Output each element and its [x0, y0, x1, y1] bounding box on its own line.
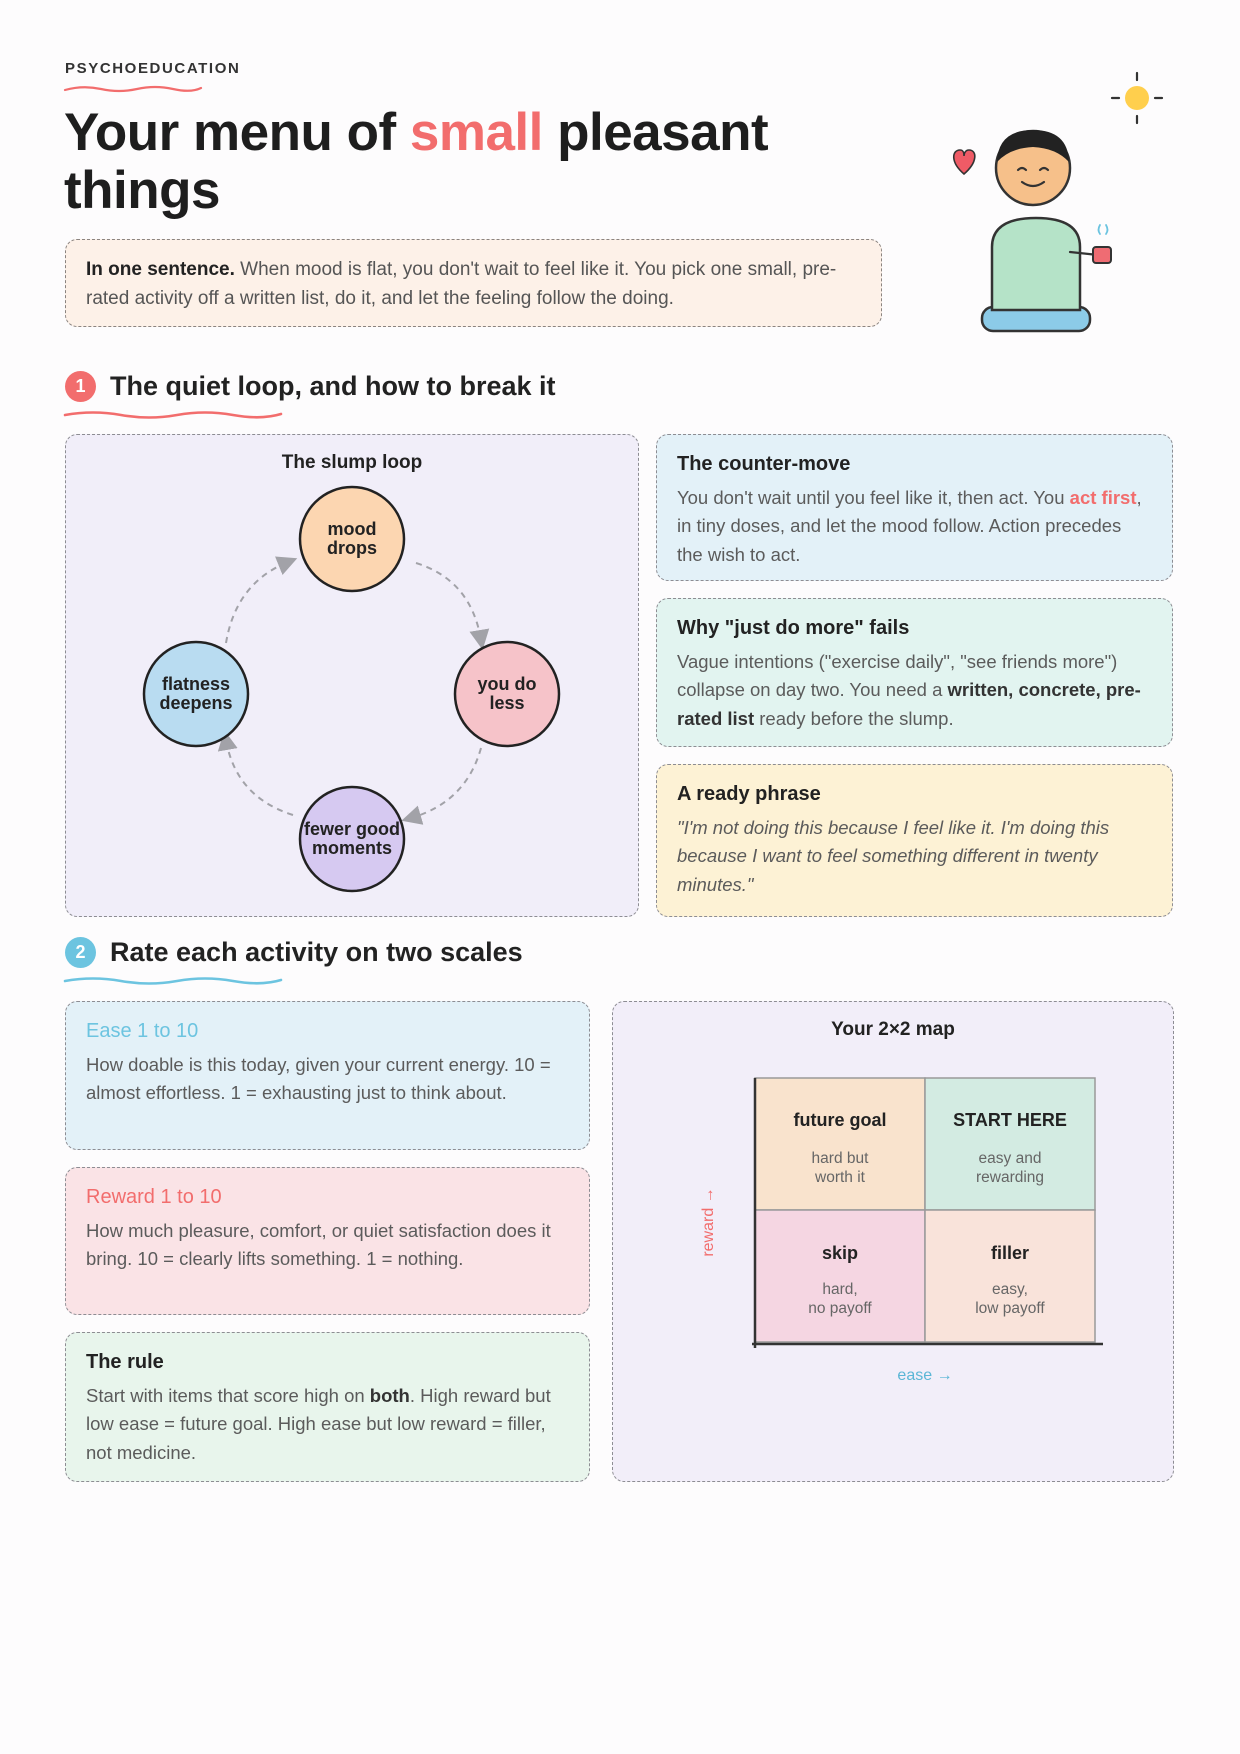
- quadrant-start-here: [925, 1078, 1095, 1210]
- section1-number: 1: [65, 371, 96, 402]
- why-fails-bold: written, concrete, pre-rated list: [677, 679, 1141, 729]
- node-label-line2: less: [489, 693, 525, 713]
- sun-icon: [1112, 73, 1162, 123]
- node-label-line2: drops: [326, 538, 378, 558]
- loop-node-mood-drops: [300, 487, 404, 591]
- loop-arrow-1: [416, 563, 481, 640]
- why-fails-card: [656, 598, 1173, 747]
- matrix-card: [612, 1001, 1174, 1482]
- quadrant-line2: rewarding: [975, 1169, 1045, 1186]
- y-axis-label: reward →: [700, 1187, 717, 1257]
- node-label-line1: you do: [477, 674, 537, 694]
- quadrant-line1: hard but: [811, 1150, 869, 1167]
- node-label-line1: flatness: [161, 674, 231, 694]
- section2-header: [65, 937, 523, 968]
- loop-node-you-do-less: [455, 642, 559, 746]
- quadrant-skip: [755, 1210, 925, 1342]
- reward-title: Reward 1 to 10: [86, 1186, 222, 1208]
- person-icon: [982, 130, 1098, 331]
- quadrant-line1: hard,: [822, 1281, 858, 1298]
- illustration: [940, 62, 1180, 342]
- summary-box: [65, 239, 882, 327]
- loop-arrow-4: [226, 562, 288, 643]
- slump-loop-title: The slump loop: [281, 452, 423, 473]
- reward-card: [65, 1167, 590, 1315]
- kicker-label: PSYCHOEDUCATION: [65, 60, 241, 77]
- rule-title: The rule: [86, 1351, 164, 1373]
- why-fails-title: Why "just do more" fails: [677, 617, 910, 639]
- node-label-line1: mood: [327, 519, 377, 539]
- ease-card: [65, 1001, 590, 1150]
- section2-underline: [63, 975, 283, 987]
- page-title: Your menu of small pleasant things: [64, 103, 769, 221]
- loop-arrow-3: [226, 740, 293, 815]
- quadrant-line2: no payoff: [808, 1300, 872, 1317]
- heart-icon: [954, 150, 975, 174]
- node-label-line2: deepens: [159, 693, 233, 713]
- section1-header: [65, 371, 556, 402]
- quadrant-filler: [925, 1210, 1095, 1342]
- quadrant-future-goal: [755, 1078, 925, 1210]
- kicker-underline: [63, 84, 203, 94]
- loop-arrow-2: [411, 748, 481, 818]
- why-fails-text: Vague intentions ("exercise daily", "see friends more") collapse on day two. You need a written, concrete, pre-rated list ready before the slump.: [677, 651, 1141, 729]
- section1-underline: [63, 409, 283, 421]
- slump-loop-card: [65, 434, 639, 917]
- summary-lead: In one sentence.: [86, 259, 235, 280]
- matrix-title: Your 2×2 map: [831, 1019, 955, 1040]
- section2-title: Rate each activity on two scales: [110, 937, 523, 967]
- counter-move-highlight: act first: [1069, 487, 1137, 508]
- summary-text: When mood is flat, you don't wait to feel like it. You pick one small, pre-rated activity off a written list, do it, and let the feeling follow the doing.: [86, 259, 837, 309]
- ready-phrase-title: A ready phrase: [677, 783, 821, 805]
- rule-card: [65, 1332, 590, 1482]
- counter-move-text: You don't wait until you feel like it, then act. You act first, in tiny doses, and let the mood follow. Action precedes the wish to act.: [677, 487, 1142, 565]
- ease-title: Ease 1 to 10: [86, 1020, 199, 1042]
- x-axis-label: ease →: [897, 1367, 953, 1384]
- counter-move-card: [656, 434, 1173, 581]
- quadrant-line1: easy and: [978, 1150, 1042, 1167]
- loop-node-fewer-good-moments: [300, 787, 404, 891]
- rule-text: Start with items that score high on both. High reward but low ease = future goal. High ease but low reward = filler, not medicine.: [86, 1385, 551, 1463]
- rule-bold: both: [369, 1385, 410, 1406]
- node-label-line2: moments: [311, 838, 393, 858]
- node-label-line1: fewer good: [303, 819, 401, 839]
- ease-text: How doable is this today, given your current energy. 10 = almost effortless. 1 = exhausting just to think about.: [86, 1054, 551, 1104]
- quadrant-title: future goal: [793, 1110, 887, 1130]
- matrix-diagram: [613, 1002, 1175, 1483]
- counter-move-title: The counter-move: [677, 453, 851, 475]
- quadrant-title: filler: [990, 1243, 1030, 1263]
- section1-title: The quiet loop, and how to break it: [110, 371, 556, 401]
- mug-icon: [1093, 225, 1111, 263]
- ready-phrase-card: [656, 764, 1173, 917]
- title-highlight: small: [409, 103, 543, 162]
- quadrant-line2: low payoff: [975, 1300, 1045, 1317]
- ready-phrase-quote: "I'm not doing this because I feel like it. I'm doing this because I want to feel something different in twenty minutes.": [677, 817, 1110, 895]
- quadrant-line2: worth it: [815, 1169, 865, 1186]
- slump-loop-diagram: [66, 435, 640, 918]
- quadrant-title: START HERE: [953, 1110, 1067, 1130]
- reward-text: How much pleasure, comfort, or quiet satisfaction does it bring. 10 = clearly lifts something. 1 = nothing.: [86, 1220, 551, 1270]
- section2-number: 2: [65, 937, 96, 968]
- loop-node-flatness-deepens: [144, 642, 248, 746]
- quadrant-title: skip: [821, 1243, 859, 1263]
- quadrant-line1: easy,: [992, 1281, 1028, 1298]
